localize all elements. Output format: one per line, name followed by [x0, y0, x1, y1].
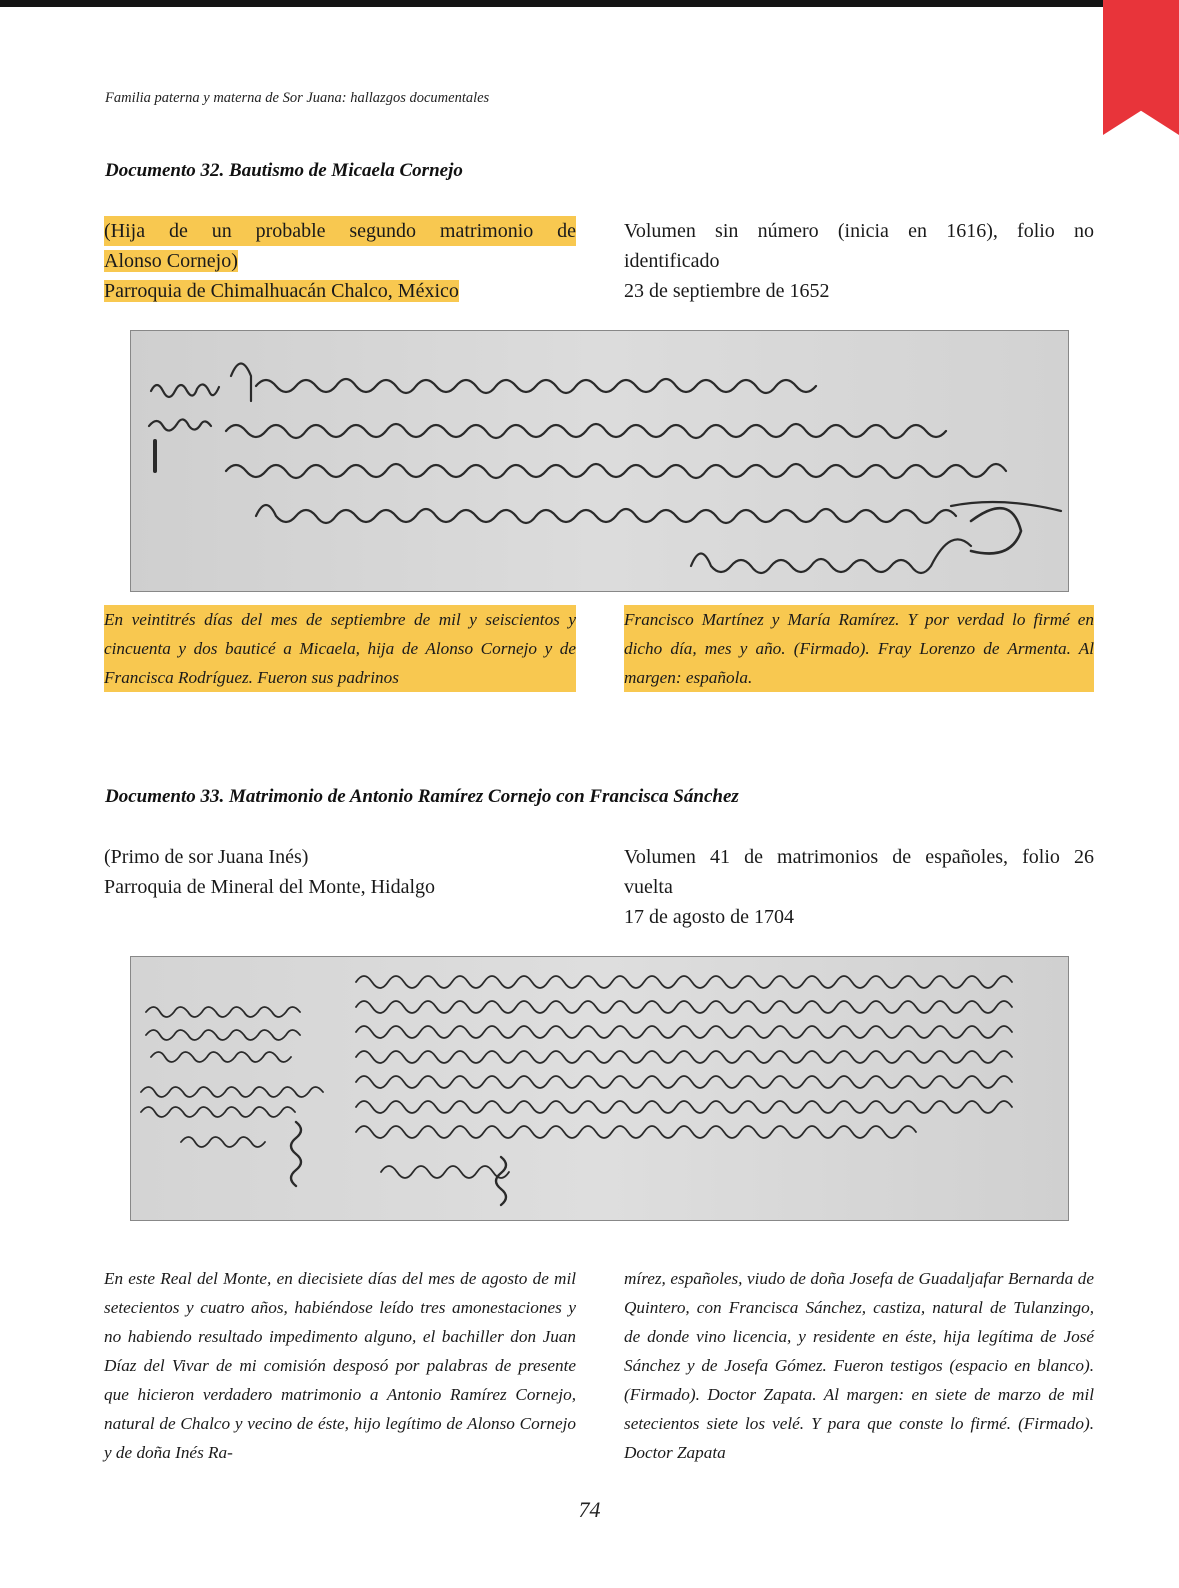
doc33-ref-line1: Volumen 41 de matrimonios de españoles, folio 26: [624, 846, 1094, 868]
doc33-manuscript-image: [130, 956, 1069, 1221]
doc33-transcription-right: mírez, españoles, viudo de doña Josefa de Guadaljafar Bernarda de Quintero, con Francisca Sánchez, castiza, natural de Tulanzingo, de donde vino licencia, y residente en éste, hija legítima de José Sánchez y de Josefa Gómez. Fueron testigos (espacio en blanco). (Firmado). Doctor Zapata. Al margen: en siete de marzo de mil setecientos siete los velé. Y para que conste lo firmé. (Firmado). Doctor Zapata: [624, 1269, 1094, 1462]
running-header: Familia paterna y materna de Sor Juana: hallazgos documentales: [105, 90, 490, 106]
doc33-reference: [624, 842, 1094, 932]
doc33-origin-line2: Parroquia de Mineral del Monte, Hidalgo: [104, 876, 436, 898]
top-bar: [0, 0, 1179, 7]
doc32-origin-line2: Alonso Cornejo): [104, 250, 238, 272]
page-number: 74: [578, 1497, 601, 1522]
doc32-transcription-left: En veintitrés días del mes de septiembre de mil y seiscientos y cincuenta y dos bauticé a Micaela, hija de Alonso Cornejo y de Francisca Rodríguez. Fueron sus padrinos: [104, 605, 576, 692]
doc33-origin: [104, 842, 576, 902]
doc33-ref-line3: 17 de agosto de 1704: [624, 906, 794, 928]
doc32-transcription-right: Francisco Martínez y María Ramírez. Y por verdad lo firmé en dicho día, mes y año. (Firmado). Fray Lorenzo de Armenta. Al margen: española.: [624, 605, 1094, 692]
doc32-manuscript-image: [130, 330, 1069, 592]
doc32-origin-line1: (Hija de un probable segundo matrimonio de: [104, 216, 576, 246]
doc32-origin: [104, 216, 576, 306]
doc33-transcription-left: En este Real del Monte, en diecisiete días del mes de agosto de mil setecientos y cuatro años, habiéndose leído tres amonestaciones y no habiendo resultado impedimento alguno, el bachiller don Juan Díaz del Vivar de mi comisión desposó por palabras de presente que hicieron verdadero matrimonio a Antonio Ramírez Cornejo, natural de Chalco y vecino de éste, hijo legítimo de Alonso Cornejo y de doña Inés Ra-: [104, 1269, 576, 1462]
doc33-title: Documento 33. Matrimonio de Antonio Ramírez Cornejo con Francisca Sánchez: [105, 786, 739, 807]
doc32-title: Documento 32. Bautismo de Micaela Cornejo: [105, 160, 463, 181]
bookmark-ribbon: [1103, 0, 1179, 135]
doc32-ref-line1: Volumen sin número (inicia en 1616), folio no: [624, 220, 1094, 242]
doc33-ref-line2: vuelta: [624, 876, 673, 898]
doc32-reference: [624, 216, 1094, 306]
doc32-handwriting-scan: [131, 331, 1069, 592]
doc33-handwriting-scan: [131, 957, 1069, 1221]
doc32-ref-line2: identificado: [624, 250, 720, 272]
doc33-origin-line1: (Primo de sor Juana Inés): [104, 846, 309, 868]
doc32-origin-line3: Parroquia de Chimalhuacán Chalco, México: [104, 280, 459, 302]
doc32-ref-line3: 23 de septiembre de 1652: [624, 280, 830, 302]
